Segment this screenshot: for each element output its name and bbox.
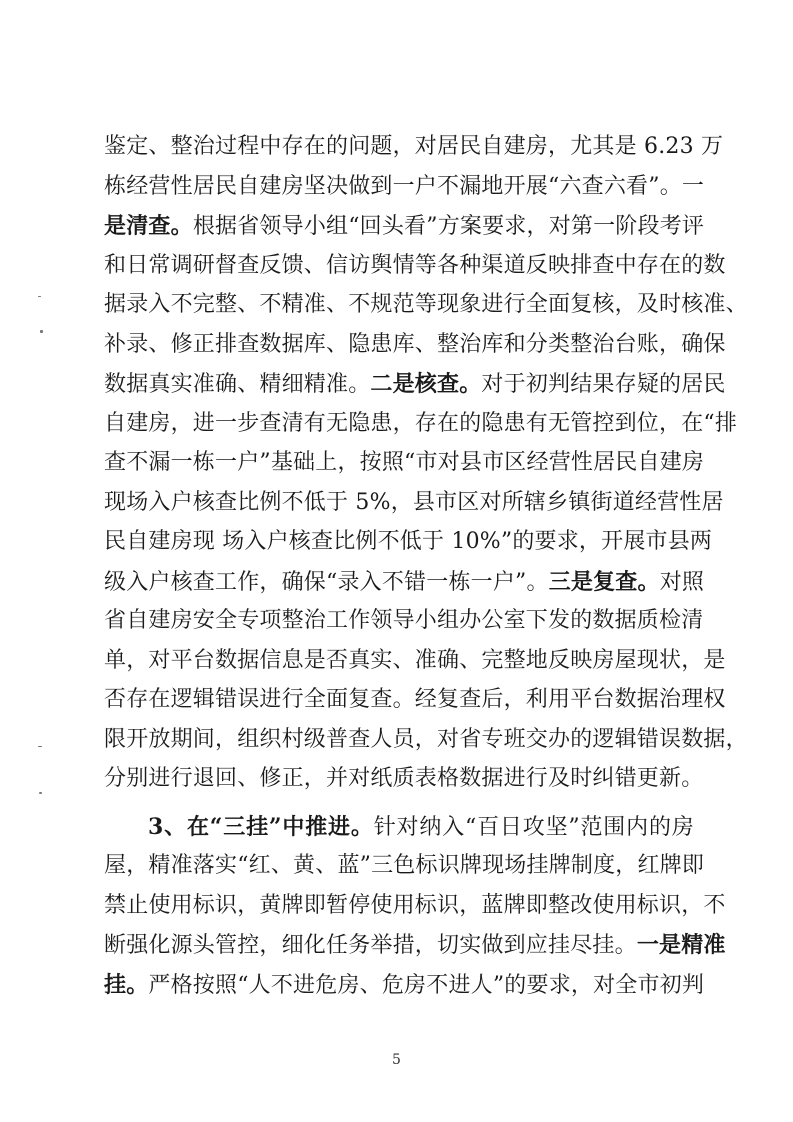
text-line (104, 646, 726, 676)
text-line (104, 606, 704, 636)
scan-mark (40, 330, 43, 333)
page-number: 5 (392, 1052, 401, 1068)
text-segment: 省自建房安全专项整治工作领导小组办公室下发的数据质检清 (104, 608, 704, 633)
text-segment: 否存在逻辑错误进行全面复查。经复查后，利用平台数据治理权 (104, 687, 726, 712)
scan-mark (38, 746, 42, 747)
text-segment: 数据真实准确、精细精准。 (104, 372, 371, 397)
bold-text: 3、在“三挂”中推进。 (148, 813, 374, 840)
text-segment: 断强化源头管控，细化任务举措，切实做到应挂尽挂。 (104, 933, 637, 958)
text-line (104, 369, 726, 399)
text-line (104, 527, 713, 557)
text-segment: 针对纳入“百日攻坚”范围内的房 (373, 814, 694, 840)
text-segment: 和日常调研督查反馈、信访舆情等各种渠道反映排查中存在的数 (104, 252, 726, 278)
text-line (104, 211, 705, 241)
text-line (104, 685, 726, 715)
text-line (104, 891, 726, 921)
bold-text: 是清查。 (104, 213, 193, 239)
text-line (104, 448, 705, 478)
text-segment: 禁止使用标识，黄牌即暂停使用标识，蓝牌即整改使用标识，不 (104, 892, 726, 918)
text-segment: 分别进行退回、修正，并对纸质表格数据进行及时纠错更新。 (104, 766, 704, 791)
text-line (104, 488, 724, 518)
text-segment: 民自建房现 场入户核查比例不低于 10%”的要求，开展市县两 (104, 529, 713, 554)
text-segment: 限开放期间，组织村级普查人员，对省专班交办的逻辑错误数据， (104, 726, 748, 752)
text-segment: 屋，精准落实“红、黄、蓝”三色标识牌现场挂牌制度，红牌即 (104, 853, 705, 878)
text-segment: 自建房，进一步查清有无隐患，存在的隐患有无管控到位，在“排 (104, 410, 738, 436)
text-segment: 补录、修正排查数据库、隐患库、整治库和分类整治台账，确保 (104, 331, 726, 357)
text-segment: 栋经营性居民自建房坚决做到一户不漏地开展“六查六看”。一 (104, 173, 705, 199)
scan-mark (38, 296, 41, 297)
text-line (104, 764, 704, 794)
text-line (104, 970, 705, 1000)
text-segment: 对照 (659, 569, 705, 595)
text-segment: 查不漏一栋一户”基础上，按照“市对县市区经营性居民自建房 (104, 450, 705, 475)
text-line (104, 330, 726, 360)
text-segment: 据录入不完整、不精准、不规范等现象进行全面复核，及时核准、 (104, 292, 748, 317)
text-line (148, 812, 694, 842)
text-segment: 对于初判结果存疑的居民 (481, 372, 726, 397)
text-segment: 单，对平台数据信息是否真实、准确、完整地反映房屋现状，是 (104, 647, 726, 673)
bold-text: 三是复查。 (548, 568, 660, 595)
text-line (104, 251, 726, 281)
text-segment: 现场入户核查比例不低于 5%，县市区对所辖乡镇街道经营性居 (104, 489, 724, 515)
text-segment: 根据省领导小组“回头看”方案要求，对第一阶段考评 (192, 214, 705, 239)
text-segment: 严格按照“人不进危房、危房不进人”的要求，对全市初判 (148, 972, 705, 998)
text-line (104, 132, 724, 162)
text-line (104, 567, 705, 597)
text-line (104, 290, 748, 320)
text-line (104, 409, 738, 439)
text-line (104, 851, 705, 881)
text-line (104, 172, 705, 202)
bold-text: 挂。 (104, 971, 149, 998)
text-line (104, 725, 748, 755)
bold-text: 一是精准 (636, 932, 726, 958)
text-line (104, 930, 726, 960)
bold-text: 二是核查。 (370, 371, 482, 397)
scan-mark (39, 792, 42, 794)
text-segment: 鉴定、整治过程中存在的问题，对居民自建房，尤其是 6.23 万 (104, 134, 724, 159)
text-segment: 级入户核查工作，确保“录入不错一栋一户”。 (104, 569, 549, 595)
